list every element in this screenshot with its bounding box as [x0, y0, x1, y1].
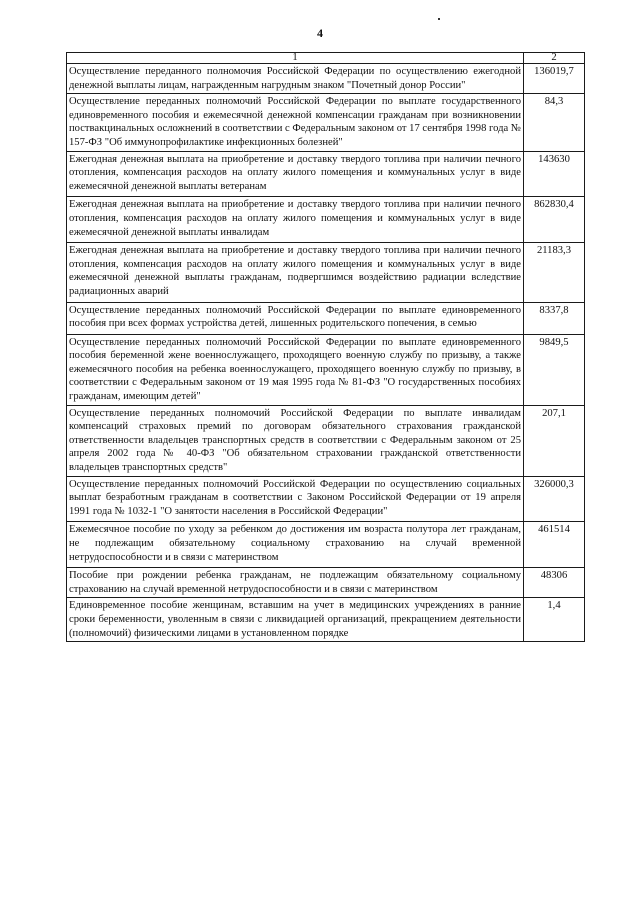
budget-table — [66, 52, 585, 642]
row-description: Пособие при рождении ребенка гражданам, не подлежащим обязательному социальному страхованию на случай временной нетрудоспособности и в связи с материнством — [67, 568, 524, 598]
row-amount: 461514 — [524, 522, 585, 568]
row-amount: 207,1 — [524, 405, 585, 476]
row-description: Ежегодная денежная выплата на приобретение и доставку твердого топлива при наличии печного отопления, компенсация расходов на оплату жилого помещения и коммунальных услуг в виде ежемесячной денежной выплаты гражданам, подвергшимся воздействию радиации вследствие радиационных аварий — [67, 243, 524, 302]
row-amount: 136019,7 — [524, 64, 585, 94]
row-amount: 326000,3 — [524, 476, 585, 522]
table-row — [67, 598, 585, 642]
row-description: Осуществление переданных полномочий Российской Федерации по выплате единовременного пособия беременной жене военнослужащего, проходящего военную службу по призыву, а также ежемесячного пособия на ребенка военнослужащего, проходящего военную службу по призыву, в соответствии с Федеральным законом от 19 мая 1995 года № 81-ФЗ "О государственных пособиях гражданам, имеющим детей" — [67, 334, 524, 405]
row-description: Осуществление переданного полномочия Российской Федерации по осуществлению ежегодной денежной выплаты лицам, награжденным нагрудным знаком "Почетный донор России" — [67, 64, 524, 94]
row-amount: 862830,4 — [524, 197, 585, 243]
header-row — [67, 53, 585, 64]
table-row — [67, 476, 585, 522]
table-row — [67, 302, 585, 334]
row-description: Ежемесячное пособие по уходу за ребенком до достижения им возраста полутора лет гражданам, не подлежащим обязательному социальному страхованию на случай временной нетрудоспособности и в связи с материнством — [67, 522, 524, 568]
row-amount: 21183,3 — [524, 243, 585, 302]
row-amount: 1,4 — [524, 598, 585, 642]
table-row — [67, 405, 585, 476]
table-row — [67, 94, 585, 151]
table-row — [67, 334, 585, 405]
table-row — [67, 197, 585, 243]
table-row — [67, 522, 585, 568]
row-description: Осуществление переданных полномочий Российской Федерации по выплате государственного единовременного пособия и ежемесячной денежной компенсации гражданам при возникновении поствакцинальных осложнений в соответствии с Федеральным законом от 17 сентября 1998 года № 157-ФЗ "Об иммунопрофилактике инфекционных болезней" — [67, 94, 524, 151]
table-row — [67, 151, 585, 197]
row-amount: 8337,8 — [524, 302, 585, 334]
table-row — [67, 568, 585, 598]
table-row — [67, 64, 585, 94]
column-header-amount: 2 — [524, 53, 585, 64]
row-description: Единовременное пособие женщинам, вставшим на учет в медицинских учреждениях в ранние сроки беременности, уволенным в связи с ликвидацией организаций, прекращением деятельности (полномочий) физическими лицами в установленном порядке — [67, 598, 524, 642]
row-description: Ежегодная денежная выплата на приобретение и доставку твердого топлива при наличии печного отопления, компенсация расходов на оплату жилого помещения и коммунальных услуг в виде ежемесячной денежной выплаты инвалидам — [67, 197, 524, 243]
column-header-description: 1 — [67, 53, 524, 64]
row-amount: 84,3 — [524, 94, 585, 151]
row-description: Осуществление переданных полномочий Российской Федерации по выплате единовременного пособия при всех формах устройства детей, лишенных родительского попечения, в семью — [67, 302, 524, 334]
table-row — [67, 243, 585, 302]
row-description: Осуществление переданных полномочий Российской Федерации по выплате инвалидам компенсаций страховых премий по договорам обязательного страхования гражданской ответственности владельцев транспортных средств в соответствии с Федеральным законом от 25 апреля 2002 года № 40-ФЗ "Об обязательном страховании гражданской ответственности владельцев транспортных средств" — [67, 405, 524, 476]
page-number: 4 — [317, 26, 323, 40]
row-amount: 48306 — [524, 568, 585, 598]
row-description: Ежегодная денежная выплата на приобретение и доставку твердого топлива при наличии печного отопления, компенсация расходов на оплату жилого помещения и коммунальных услуг в виде ежемесячной денежной выплаты ветеранам — [67, 151, 524, 197]
stray-mark — [438, 18, 440, 20]
row-amount: 9849,5 — [524, 334, 585, 405]
row-description: Осуществление переданных полномочий Российской Федерации по осуществлению социальных выплат безработным гражданам в соответствии с Законом Российской Федерации от 19 апреля 1991 года № 1032-1 "О занятости населения в Российской Федерации" — [67, 476, 524, 522]
row-amount: 143630 — [524, 151, 585, 197]
